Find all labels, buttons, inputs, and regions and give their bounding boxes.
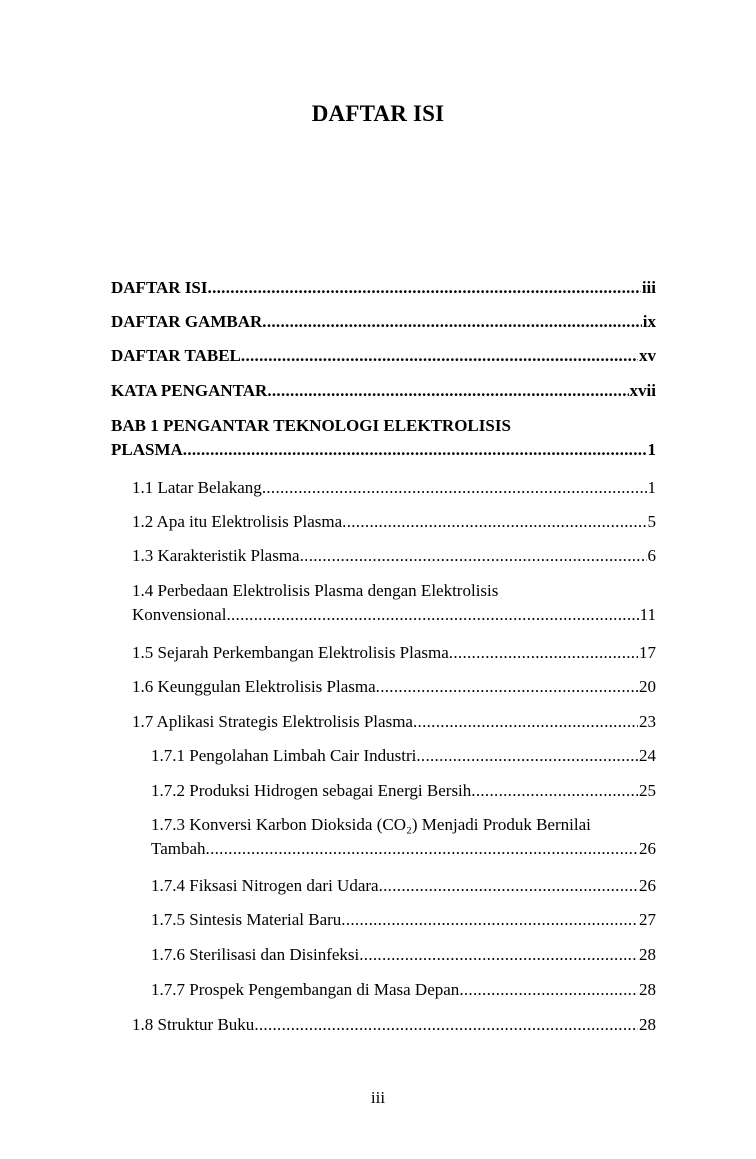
toc-entry-title: 1.7.4 Fiksasi Nitrogen dari Udara [151,876,379,895]
dot-leader [416,744,638,768]
toc-entry-page: 24 [639,746,656,765]
dot-leader [183,438,647,462]
toc-entry-1-7-6[interactable] [151,943,656,967]
toc-entry-page: 28 [639,980,656,999]
toc-entry-1-7-1[interactable] [151,744,656,768]
toc-entry-title: 1.5 Sejarah Perkembangan Elektrolisis Plasma [132,643,449,662]
dot-leader [262,476,647,500]
toc-entry-page: 20 [639,677,656,696]
toc-entry-page: iii [641,278,656,297]
dot-leader [342,510,646,534]
dot-leader [379,874,638,898]
dot-leader [241,344,638,368]
toc-entry-title-line1: BAB 1 PENGANTAR TEKNOLOGI ELEKTROLISIS [111,416,511,435]
toc-entry-daftar-gambar[interactable] [111,310,656,334]
toc-entry-title: 1.3 Karakteristik Plasma [132,546,300,565]
toc-entry-1-7-4[interactable] [151,874,656,898]
dot-leader [262,310,642,334]
toc-entry-bab-1[interactable] [111,414,656,462]
toc-entry-title: 1.1 Latar Belakang [132,478,262,497]
toc-entry-1-8[interactable] [132,1013,656,1037]
toc-entry-page: xvii [629,381,656,400]
toc-entry-1-5[interactable] [132,641,656,665]
dot-leader [300,544,647,568]
toc-entry-1-7[interactable] [132,710,656,734]
toc-entry-page: 1 [647,478,656,497]
toc-entry-page: 25 [639,781,656,800]
toc-entry-title: 1.6 Keunggulan Elektrolisis Plasma [132,677,376,696]
toc-entry-page: 17 [639,643,656,662]
toc-entry-title-line1: 1.7.3 Konversi Karbon Dioksida (CO₂) Menjadi Produk Bernilai [151,815,591,834]
dot-leader [459,978,638,1002]
dot-leader [208,276,641,300]
toc-entry-page: xv [639,346,656,365]
toc-entry-title: 1.7.1 Pengolahan Limbah Cair Industri [151,746,417,765]
toc-entry-page: 1 [647,440,656,459]
toc-entry-page: 5 [647,512,656,531]
dot-leader [413,710,638,734]
toc-entry-1-7-5[interactable] [151,908,656,932]
page-title: DAFTAR ISI [311,101,445,126]
toc-entry-title: 1.7.7 Prospek Pengembangan di Masa Depan [151,980,460,999]
toc-entry-page: 26 [639,839,656,858]
toc-entry-1-4[interactable] [132,579,656,627]
toc-entry-title: 1.7 Aplikasi Strategis Elektrolisis Plasma [132,712,413,731]
dot-leader [449,641,638,665]
toc-entry-title: Tambah [151,839,206,858]
toc-entry-page: 6 [647,546,656,565]
toc-entry-title: DAFTAR TABEL [111,346,241,365]
toc-entry-title: 1.7.5 Sintesis Material Baru [151,910,342,929]
toc-entry-title: DAFTAR ISI [111,278,208,297]
toc-entry-1-7-3[interactable] [151,813,656,861]
toc-entry-page: 28 [639,1015,656,1034]
toc-entry-daftar-tabel[interactable] [111,344,656,368]
toc-entry-page: 27 [639,910,656,929]
toc-entry-title-line1: 1.4 Perbedaan Elektrolisis Plasma dengan Elektrolisis [132,581,499,600]
toc-entry-page: 23 [639,712,656,731]
toc-entry-title: 1.8 Struktur Buku [132,1015,255,1034]
toc-entry-kata-pengantar[interactable] [111,379,656,403]
dot-leader [267,379,628,403]
toc-entry-page: 11 [639,605,656,624]
toc-entry-title: KATA PENGANTAR [111,381,268,400]
dot-leader [341,908,638,932]
toc-entry-title: 1.2 Apa itu Elektrolisis Plasma [132,512,343,531]
toc-entry-1-6[interactable] [132,675,656,699]
toc-entry-daftar-isi[interactable] [111,276,656,300]
toc-entry-1-2[interactable] [132,510,656,534]
toc-entry-title: 1.7.6 Sterilisasi dan Disinfeksi [151,945,360,964]
toc-entry-title: DAFTAR GAMBAR [111,312,263,331]
toc-entry-page: 26 [639,876,656,895]
toc-entry-1-1[interactable] [132,476,656,500]
toc-entry-page: 28 [639,945,656,964]
toc-entry-page: ix [642,312,656,331]
dot-leader [376,675,638,699]
toc-entry-1-3[interactable] [132,544,656,568]
dot-leader [359,943,638,967]
toc-entry-title: Konvensional [132,605,227,624]
toc-entry-title: PLASMA [111,440,183,459]
dot-leader [254,1013,638,1037]
toc-entry-1-7-7[interactable] [151,978,656,1002]
page-number: iii [370,1088,386,1107]
dot-leader [471,779,638,803]
dot-leader [226,603,638,627]
toc-entry-title: 1.7.2 Produksi Hidrogen sebagai Energi Bersih [151,781,472,800]
toc-entry-1-7-2[interactable] [151,779,656,803]
dot-leader [206,837,638,861]
